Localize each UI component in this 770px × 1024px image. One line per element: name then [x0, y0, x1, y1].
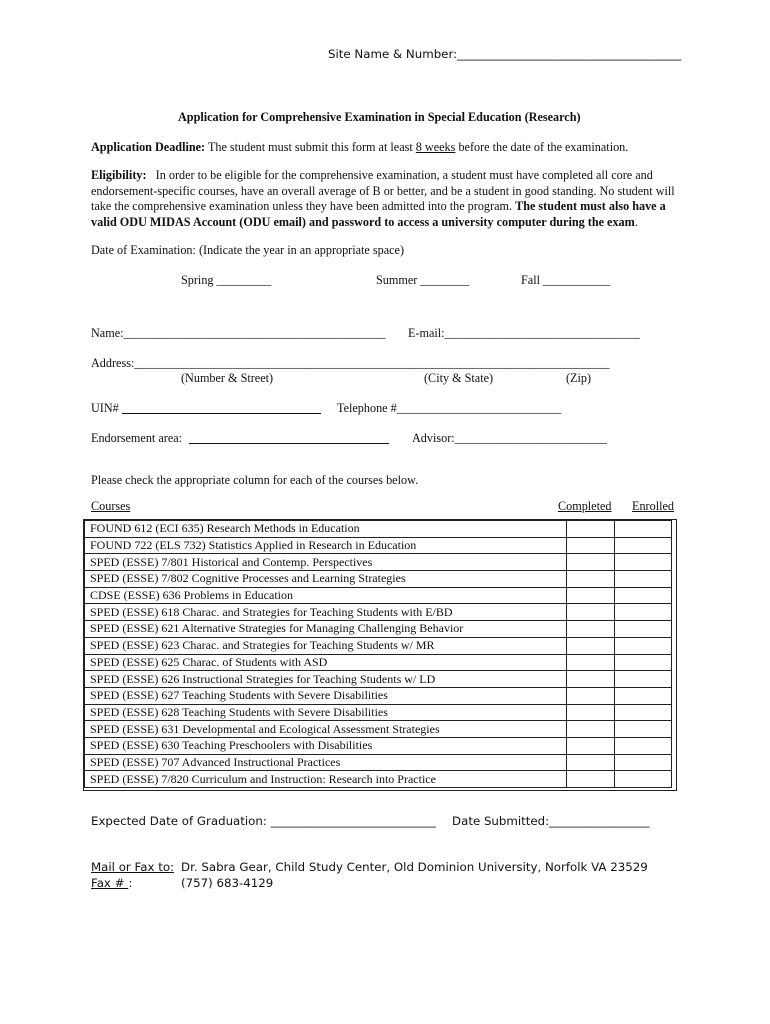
eligibility-bold-text: The student must also have a valid ODU MIDAS Account (ODU email) and password to access a university computer during the exam: [91, 199, 666, 229]
course-name: CDSE (ESSE) 636 Problems in Education: [85, 587, 567, 604]
course-name: SPED (ESSE) 627 Teaching Students with Severe Disabilities: [85, 687, 567, 704]
table-row: [85, 771, 672, 788]
course-name: SPED (ESSE) 7/802 Cognitive Processes and Learning Strategies: [85, 571, 567, 588]
table-row: [85, 737, 672, 754]
completed-checkbox-cell[interactable]: [567, 721, 615, 738]
city-caption: (City & State): [424, 371, 494, 385]
endorsement-input-line[interactable]: [189, 443, 389, 444]
eligibility-end: .: [634, 214, 638, 229]
fax-label-line: [91, 876, 132, 890]
eligibility-paragraph: [91, 168, 691, 230]
name-field[interactable]: Name:___________________________________________: [91, 326, 386, 340]
deadline-line: [91, 140, 628, 155]
table-row: [85, 671, 672, 688]
completed-checkbox-cell[interactable]: [567, 571, 615, 588]
enrolled-header: Enrolled: [632, 499, 674, 513]
page-title: Application for Comprehensive Examination in Special Education (Research): [178, 110, 581, 124]
email-field[interactable]: E-mail:________________________________: [408, 326, 640, 340]
completed-checkbox-cell[interactable]: [567, 621, 615, 638]
course-name: SPED (ESSE) 626 Instructional Strategies for Teaching Students w/ LD: [85, 671, 567, 688]
graduation-date-field[interactable]: Expected Date of Graduation: ____________________________: [91, 814, 436, 828]
completed-checkbox-cell[interactable]: [567, 771, 615, 788]
street-caption: (Number & Street): [181, 371, 274, 385]
course-name: SPED (ESSE) 623 Charac. and Strategies for Teaching Students w/ MR: [85, 637, 567, 654]
completed-checkbox-cell[interactable]: [567, 654, 615, 671]
table-row: [85, 587, 672, 604]
course-name: FOUND 612 (ECI 635) Research Methods in Education: [85, 521, 567, 538]
instructions-text: Please check the appropriate column for each of the courses below.: [91, 473, 419, 487]
eligibility-text: In order to be eligible for the comprehensive examination, a student must have completed all core and endorsement-specific courses, have an overall average of B or better, and be a student in good standing. No student will take the comprehensive examination unless they have been admitted into the program.: [91, 168, 675, 214]
deadline-text-before: The student must submit this form at least: [207, 140, 413, 154]
course-name: FOUND 722 (ELS 732) Statistics Applied in Research in Education: [85, 537, 567, 554]
table-row: [85, 704, 672, 721]
zip-caption: (Zip): [566, 371, 592, 385]
uin-input-line[interactable]: [122, 413, 321, 414]
course-name: SPED (ESSE) 630 Teaching Preschoolers with Disabilities: [85, 737, 567, 754]
enrolled-checkbox-cell[interactable]: [615, 637, 672, 654]
enrolled-checkbox-cell[interactable]: [615, 671, 672, 688]
course-name: SPED (ESSE) 7/801 Historical and Contemp. Perspectives: [85, 554, 567, 571]
enrolled-checkbox-cell[interactable]: [615, 604, 672, 621]
mail-label: Mail or Fax to:: [91, 860, 175, 874]
completed-checkbox-cell[interactable]: [567, 737, 615, 754]
spring-field[interactable]: Spring _________: [181, 273, 272, 287]
course-name: SPED (ESSE) 707 Advanced Instructional Practices: [85, 754, 567, 771]
table-row: [85, 621, 672, 638]
enrolled-checkbox-cell[interactable]: [615, 687, 672, 704]
enrolled-checkbox-cell[interactable]: [615, 537, 672, 554]
enrolled-checkbox-cell[interactable]: [615, 737, 672, 754]
completed-checkbox-cell[interactable]: [567, 521, 615, 538]
courses-header: Courses: [91, 499, 131, 513]
course-name: SPED (ESSE) 621 Alternative Strategies for Managing Challenging Behavior: [85, 621, 567, 638]
completed-checkbox-cell[interactable]: [567, 704, 615, 721]
table-row: [85, 537, 672, 554]
table-row: [85, 571, 672, 588]
table-row: [85, 754, 672, 771]
table-row: [85, 554, 672, 571]
date-submitted-field[interactable]: Date Submitted:_________________: [452, 814, 650, 828]
summer-field[interactable]: Summer ________: [376, 273, 470, 287]
course-name: SPED (ESSE) 631 Developmental and Ecological Assessment Strategies: [85, 721, 567, 738]
completed-header: Completed: [558, 499, 612, 513]
course-name: SPED (ESSE) 618 Charac. and Strategies for Teaching Students with E/BD: [85, 604, 567, 621]
completed-checkbox-cell[interactable]: [567, 537, 615, 554]
exam-date-label: Date of Examination: (Indicate the year in an appropriate space): [91, 243, 405, 257]
enrolled-checkbox-cell[interactable]: [615, 754, 672, 771]
enrolled-checkbox-cell[interactable]: [615, 554, 672, 571]
endorsement-label: Endorsement area:: [91, 431, 183, 445]
completed-checkbox-cell[interactable]: [567, 587, 615, 604]
enrolled-checkbox-cell[interactable]: [615, 521, 672, 538]
enrolled-checkbox-cell[interactable]: [615, 704, 672, 721]
course-name: SPED (ESSE) 7/820 Curriculum and Instruction: Research into Practice: [85, 771, 567, 788]
completed-checkbox-cell[interactable]: [567, 637, 615, 654]
enrolled-checkbox-cell[interactable]: [615, 571, 672, 588]
table-row: [85, 654, 672, 671]
completed-checkbox-cell[interactable]: [567, 604, 615, 621]
fax-label: Fax #: [91, 876, 129, 890]
enrolled-checkbox-cell[interactable]: [615, 587, 672, 604]
table-row: [85, 604, 672, 621]
eligibility-label: Eligibility:: [91, 168, 147, 182]
enrolled-checkbox-cell[interactable]: [615, 721, 672, 738]
enrolled-checkbox-cell[interactable]: [615, 771, 672, 788]
site-name-field[interactable]: Site Name & Number:______________________________________: [328, 47, 682, 61]
mail-address: Dr. Sabra Gear, Child Study Center, Old Dominion University, Norfolk VA 23529: [181, 860, 648, 874]
advisor-field[interactable]: Advisor:_________________________: [412, 431, 607, 445]
enrolled-checkbox-cell[interactable]: [615, 621, 672, 638]
completed-checkbox-cell[interactable]: [567, 671, 615, 688]
uin-label: UIN#: [91, 401, 119, 415]
table-row: [85, 521, 672, 538]
deadline-weeks: 8 weeks: [415, 140, 456, 154]
fall-field[interactable]: Fall ___________: [521, 273, 611, 287]
course-name: SPED (ESSE) 625 Charac. of Students with ASD: [85, 654, 567, 671]
enrolled-checkbox-cell[interactable]: [615, 654, 672, 671]
completed-checkbox-cell[interactable]: [567, 554, 615, 571]
table-row: [85, 637, 672, 654]
deadline-text-after: before the date of the examination.: [458, 140, 629, 154]
table-row: [85, 687, 672, 704]
address-field[interactable]: Address:______________________________________________________________________________: [91, 356, 610, 370]
completed-checkbox-cell[interactable]: [567, 754, 615, 771]
completed-checkbox-cell[interactable]: [567, 687, 615, 704]
telephone-field[interactable]: Telephone #___________________________: [337, 401, 562, 415]
courses-table: [84, 520, 672, 788]
fax-colon: :: [128, 876, 133, 890]
course-name: SPED (ESSE) 628 Teaching Students with Severe Disabilities: [85, 704, 567, 721]
fax-number: (757) 683-4129: [181, 876, 274, 890]
deadline-label: Application Deadline:: [91, 140, 206, 154]
table-row: [85, 721, 672, 738]
